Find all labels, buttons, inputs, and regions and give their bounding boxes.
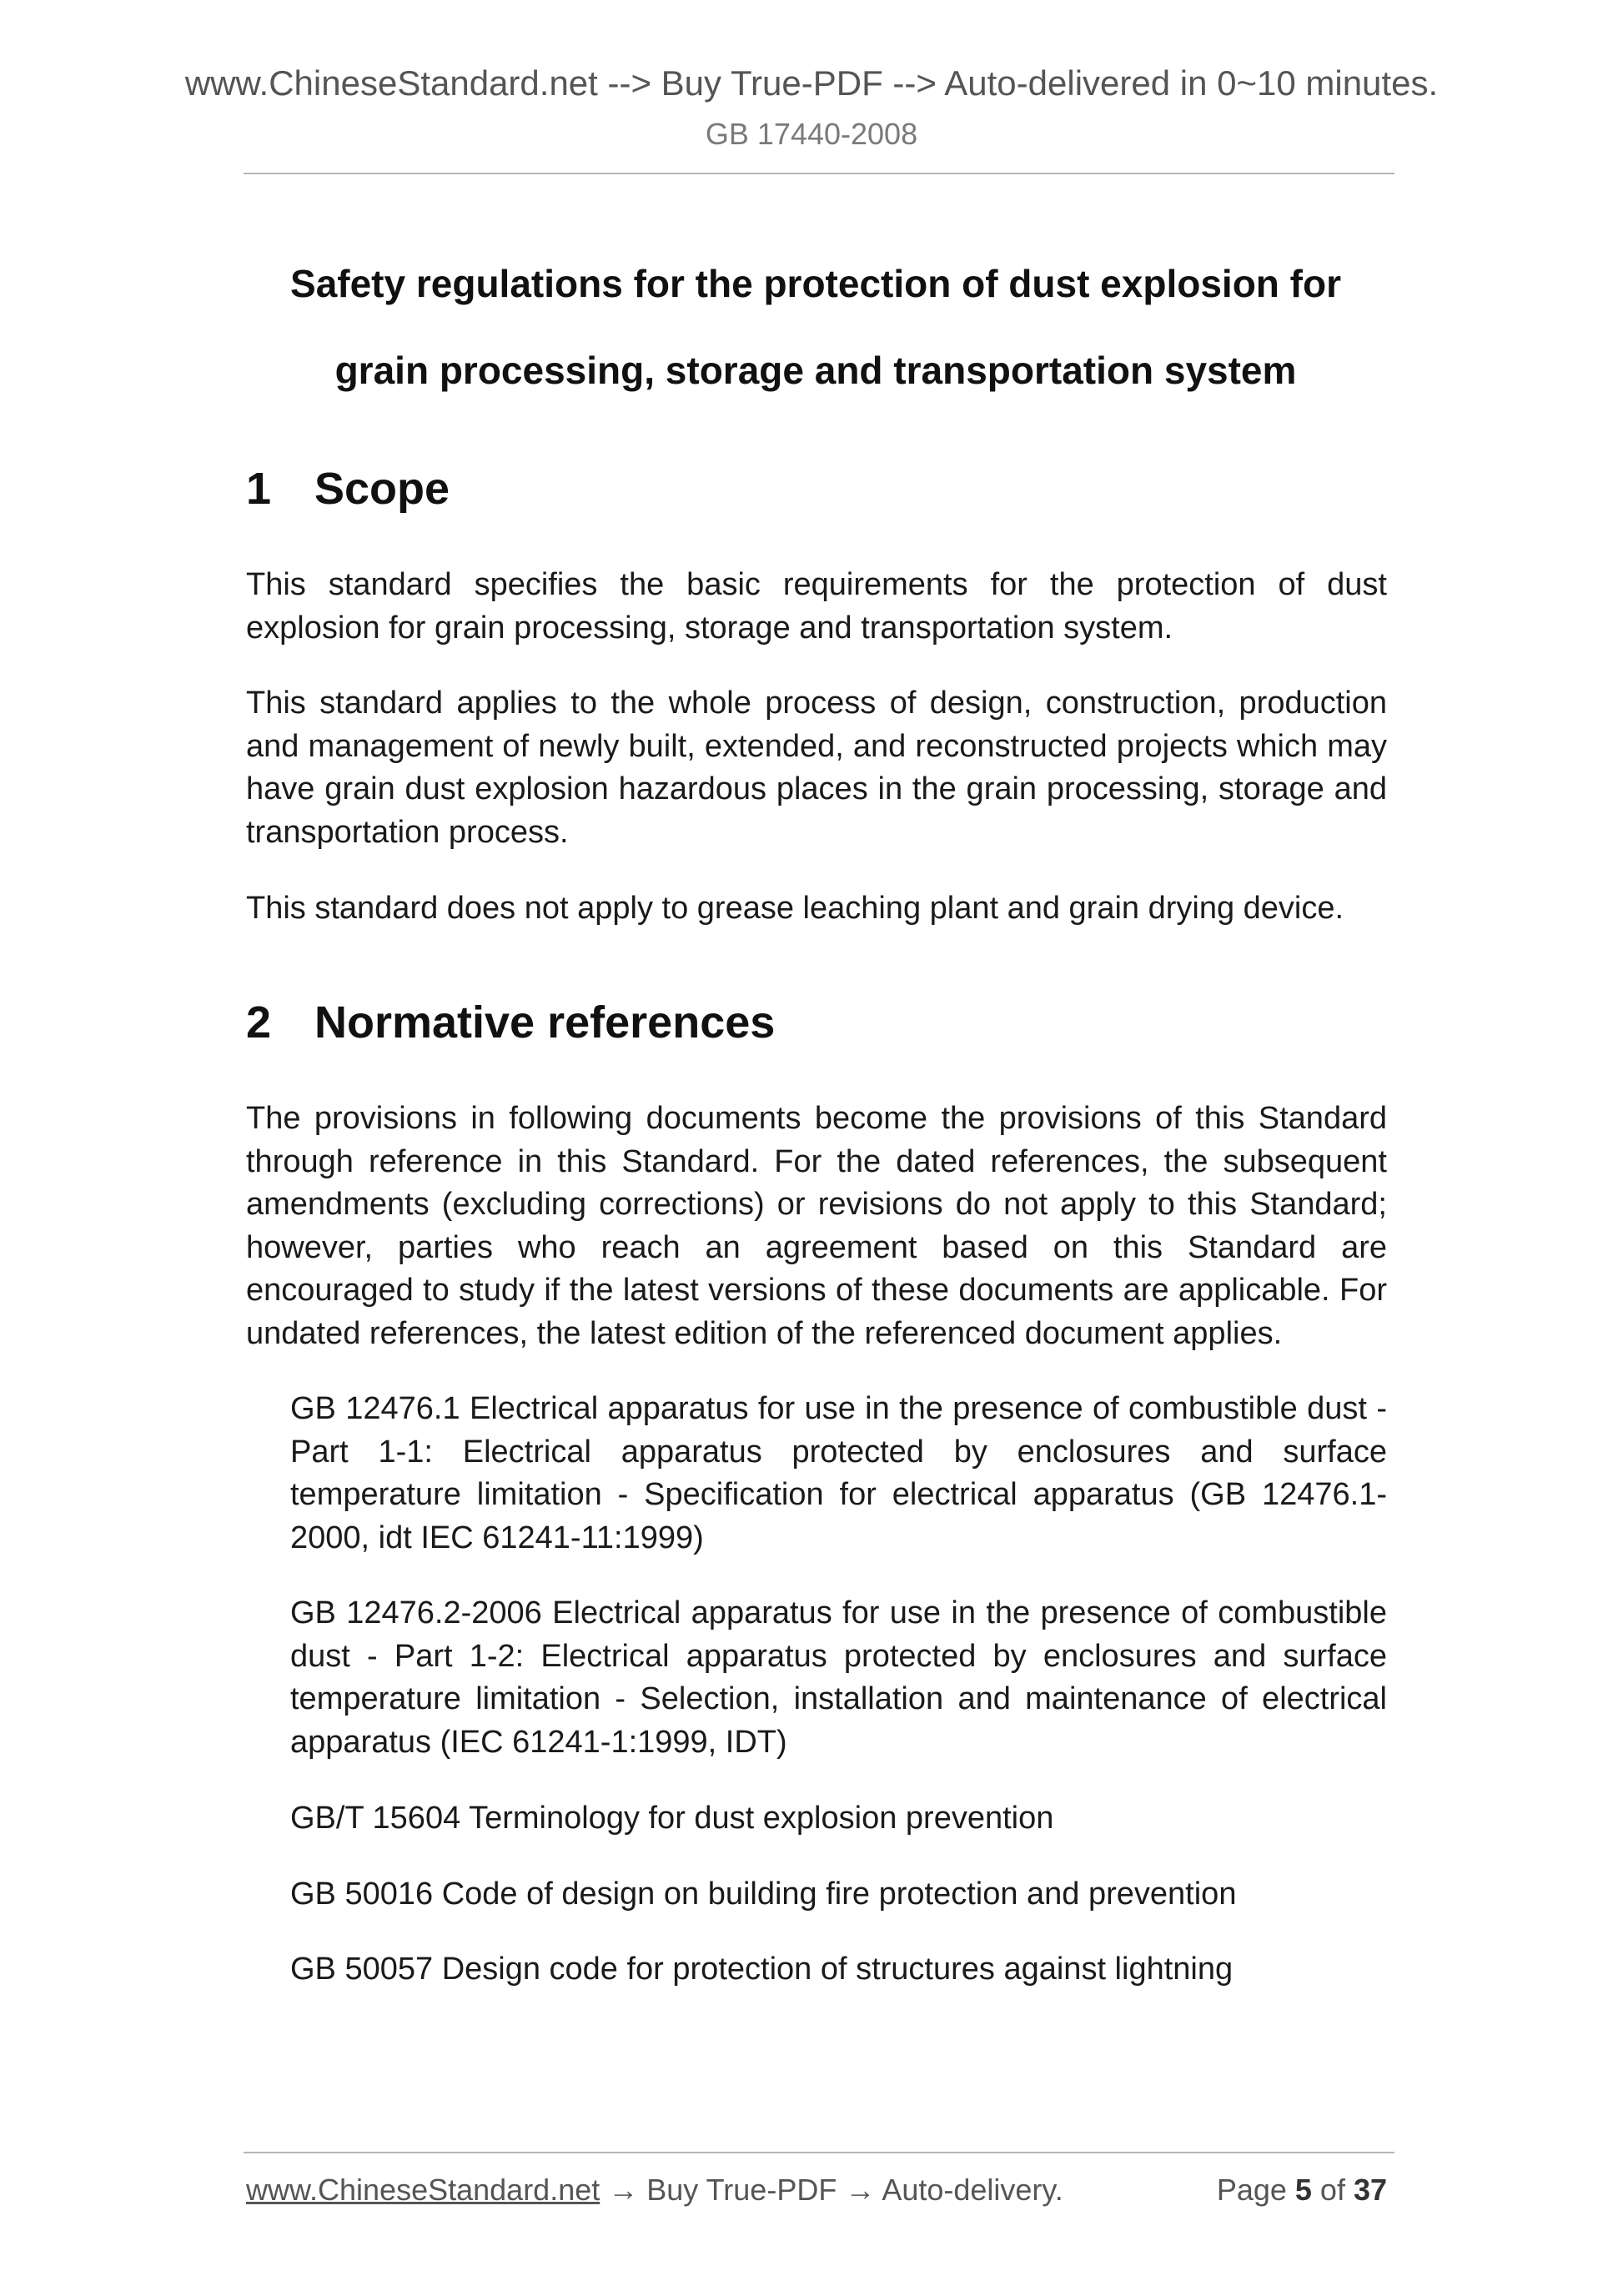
- section-number: 1: [246, 464, 272, 514]
- reference-item: GB 12476.2-2006 Electrical apparatus for use in the presence of combustible dust - Part 1-2: Electrical apparatus protected by enclosures and surface temperature limitation - Selection, installation and maintenance of electrical apparatus (IEC 61241-1:1999, IDT): [290, 1595, 1387, 1760]
- section-title: Normative references: [314, 997, 776, 1048]
- scope-paragraph-3: This standard does not apply to grease leaching plant and grain drying device.: [246, 891, 1344, 926]
- header-divider: [244, 173, 1394, 174]
- header-standard-code: GB 17440-2008: [705, 117, 918, 151]
- document-title-line-2: grain processing, storage and transportation system: [334, 349, 1297, 392]
- document-title: [244, 240, 1388, 414]
- scope-paragraph-2: This standard applies to the whole process of design, construction, production and management of newly built, extended, and reconstructed projects which may have grain dust explosion hazardous places in the grain processing, storage and transportation process.: [246, 686, 1387, 850]
- scope-paragraph-1: This standard specifies the basic requirements for the protection of dust explosion for grain processing, storage and transportation system.: [246, 567, 1387, 646]
- normative-references-intro: The provisions in following documents become the provisions of this Standard through reference in this Standard. For the dated references, the subsequent amendments (excluding corrections) or revisions do not apply to this Standard; however, parties who reach an agreement based on this Standard are encouraged to study if the latest versions of these documents are applicable. For undated references, the latest edition of the referenced document applies.: [246, 1101, 1387, 1351]
- reference-item: GB 50016 Code of design on building fire protection and prevention: [290, 1876, 1237, 1912]
- footer-site-link[interactable]: www.ChineseStandard.net: [246, 2173, 600, 2207]
- reference-item: GB 12476.1 Electrical apparatus for use in the presence of combustible dust - Part 1-1: Electrical apparatus protected by enclosures and surface temperature limitation - Specification for electrical apparatus (GB 12476.1-2000, idt IEC 61241-11:1999): [290, 1391, 1387, 1555]
- section-title: Scope: [314, 464, 450, 514]
- section-heading-normative-references: [246, 997, 775, 1048]
- header-banner: www.ChineseStandard.net --> Buy True-PDF --> Auto-delivered in 0~10 minutes.: [184, 63, 1439, 103]
- section-heading-scope: [246, 463, 450, 515]
- footer-tagline: → Buy True-PDF → Auto-delivery.: [600, 2173, 1063, 2207]
- footer-promo: [246, 2173, 1063, 2208]
- reference-item: GB 50057 Design code for protection of structures against lightning: [290, 1952, 1234, 1987]
- current-page: 5: [1294, 2173, 1312, 2207]
- total-pages: 37: [1353, 2173, 1387, 2207]
- document-title-line-1: Safety regulations for the protection of dust explosion for: [290, 262, 1341, 305]
- footer-divider: [244, 2152, 1394, 2153]
- section-number: 2: [246, 997, 272, 1048]
- reference-item: GB/T 15604 Terminology for dust explosion prevention: [290, 1801, 1054, 1836]
- page-number: Page 5 of 37: [1216, 2173, 1387, 2207]
